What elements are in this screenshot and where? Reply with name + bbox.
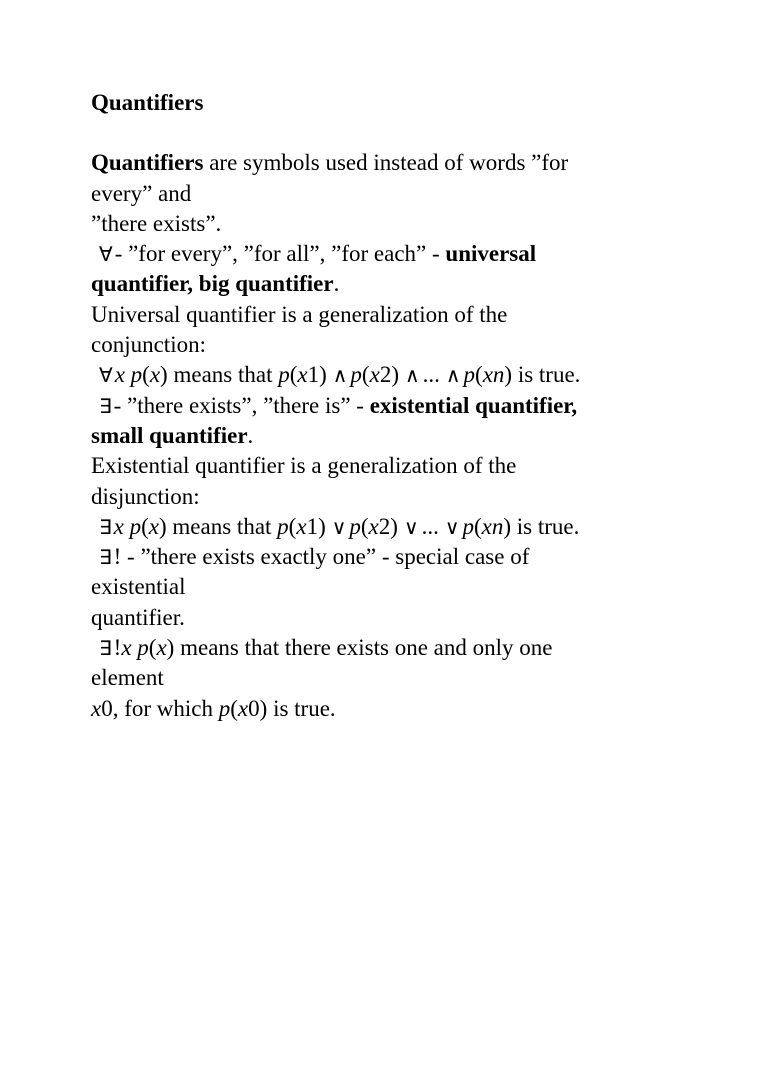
universal-period: . [333,271,340,297]
formula-means: means that [166,513,278,539]
intro-text-1: are symbols used instead of words ”for [203,150,569,176]
formula-p2: p [350,362,362,388]
unique-line [91,542,691,572]
unique-bang: ! [113,635,122,661]
formula-var: x [121,635,132,661]
formula-n1: 1 [306,513,319,539]
formula-n0b: 0 [248,695,260,721]
formula-var: x [113,513,124,539]
formula-end: is true. [511,513,580,539]
formula-x2: x [368,513,379,539]
formula-n1: 1 [307,362,320,388]
formula-var: x [114,362,125,388]
universal-name-2: quantifier, big quantifier [91,271,334,297]
formula-means: means that [167,362,279,388]
formula-x: x [149,362,161,388]
existential-general-1: Existential quantifier is a generalization of the [91,453,517,479]
formula-p: p [129,513,142,539]
universal-general-2: conjunction: [91,332,206,358]
intro-line-2: every” and [91,180,192,206]
unique-means-1: means that there exists one and only one [174,635,553,661]
formula-x0b: x [237,695,249,721]
exists-symbol-icon: ∃ [99,545,112,570]
universal-name-line [91,269,691,299]
existential-general-2: disjunction: [91,483,200,509]
or-symbol-icon: ∨ [403,514,419,539]
and-symbol-icon: ∧ [404,363,420,388]
formula-n2: 2 [378,513,391,539]
unique-desc-1: ! - ”there exists exactly one” - special case of [113,544,530,570]
forall-symbol-icon: ∀ [99,363,113,388]
formula-x1: x [296,513,307,539]
formula-xn: xn [481,513,504,539]
formula-x0: x [91,695,102,721]
formula-p1: p [277,513,289,539]
existential-name-1: existential quantifier, [369,392,578,418]
unique-which: , for which [112,695,219,721]
page-title: Quantifiers [91,90,204,115]
existential-line [91,391,691,421]
formula-dots: ... [422,362,440,388]
formula-x: x [156,635,167,661]
formula-p2: p [349,513,361,539]
unique-means-2: element [91,665,164,691]
intro-line-1 [91,148,691,178]
formula-end: is true. [512,362,581,388]
intro-line-3: ”there exists”. [91,210,222,236]
unique-desc-3: quantifier. [91,604,185,630]
formula-x1: x [297,362,308,388]
document-page [91,88,691,724]
exists-symbol-icon: ∃ [99,514,112,539]
unique-end: is true. [267,695,336,721]
exists-symbol-icon: ∃ [99,636,112,661]
formula-p: p [137,635,149,661]
unique-desc-2: existential [91,574,186,600]
formula-x2: x [369,362,380,388]
formula-x: x [148,513,159,539]
universal-general-1: Universal quantifier is a generalization of the [91,301,508,327]
formula-p0: p [218,695,231,721]
and-symbol-icon: ∧ [445,363,461,388]
universal-name-1: universal [445,241,537,267]
existential-period: . [247,422,254,448]
intro-term: Quantifiers [91,150,204,176]
unique-final-line: x0, for which p(x0) is true. [91,695,336,721]
formula-n0: 0 [101,695,113,721]
formula-p: p [130,362,143,388]
formula-pn: p [463,362,476,388]
formula-dots: ... [421,513,439,539]
formula-p1: p [278,362,290,388]
existential-name-line [91,421,691,451]
universal-desc: - ”for every”, ”for all”, ”for each” - [114,241,446,267]
exists-symbol-icon: ∃ [99,393,112,418]
formula-xn: xn [482,362,505,388]
formula-n2: 2 [379,362,392,388]
existential-desc: - ”there exists”, ”there is” - [113,392,370,418]
universal-line [91,239,691,269]
universal-formula: ∀x p(x) means that p(x1) ∧ p(x2) ∧ ... ∧ p(xn) is true. [91,360,691,390]
existential-formula: ∃x p(x) means that p(x1) ∨ p(x2) ∨ ... ∨ p(xn) is true. [91,512,691,542]
unique-formula: ∃!x p(x) means that there exists one and only one [91,633,691,663]
forall-symbol-icon: ∀ [99,242,113,267]
or-symbol-icon: ∨ [444,514,460,539]
or-symbol-icon: ∨ [331,514,347,539]
existential-name-2: small quantifier [91,422,248,448]
formula-pn: p [462,513,474,539]
and-symbol-icon: ∧ [332,363,348,388]
